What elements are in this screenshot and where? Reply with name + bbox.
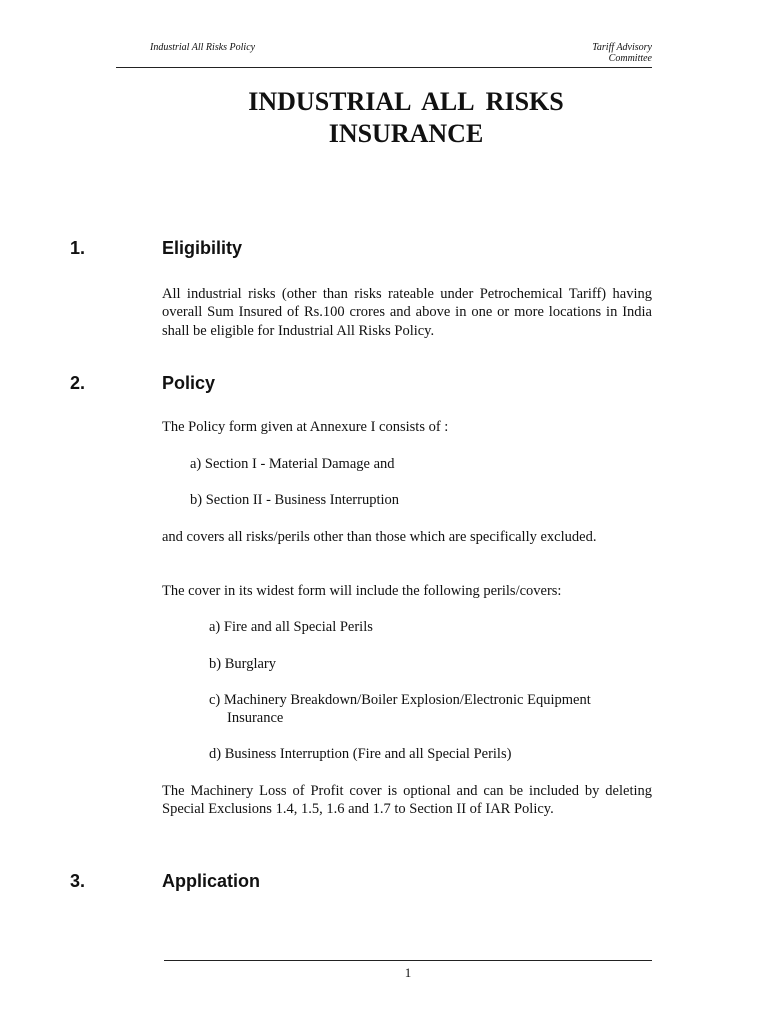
document-title-line2: INSURANCE <box>328 119 484 148</box>
policy-part-section-2: b) Section II - Business Interruption <box>190 492 400 508</box>
section-3-heading: Application <box>162 871 260 891</box>
widest-cover-intro: The cover in its widest form will include the following perils/covers: <box>162 583 562 599</box>
policy-part-section-1: a) Section I - Material Damage and <box>190 456 395 472</box>
peril-item-machinery: c) Machinery Breakdown/Boiler Explosion/Electronic Equipment <box>209 692 591 708</box>
running-header-org-line2: Committee <box>608 53 652 64</box>
covers-paragraph: and covers all risks/perils other than those which are specifically excluded. <box>162 529 597 545</box>
section-1-heading: Eligibility <box>162 238 243 258</box>
header-divider <box>116 67 652 68</box>
section-2-number: 2. <box>70 373 86 393</box>
running-header-organization <box>500 42 652 64</box>
page-number: 1 <box>404 965 412 980</box>
machinery-loss-of-profit-paragraph: The Machinery Loss of Profit cover is optional and can be included by deleting Special Exclusions 1.4, 1.5, 1.6 and 1.7 to Section II of IAR Policy. <box>162 783 652 818</box>
peril-item-fire: a) Fire and all Special Perils <box>209 619 373 635</box>
running-header-title: Industrial All Risks Policy <box>150 42 256 53</box>
section-3-number: 3. <box>70 871 86 891</box>
document-title <box>100 86 712 150</box>
section-2-heading: Policy <box>162 373 216 393</box>
peril-item-machinery-cont: Insurance <box>227 710 284 726</box>
peril-item-burglary: b) Burglary <box>209 656 276 672</box>
section-1-paragraph: All industrial risks (other than risks rateable under Petrochemical Tariff) having overall Sum Insured of Rs.100 crores and above in one or more locations in India shall be eligible for Industrial All Risks Policy. <box>162 286 652 339</box>
policy-intro: The Policy form given at Annexure I consists of : <box>162 419 449 435</box>
footer-divider <box>164 960 652 961</box>
section-1-number: 1. <box>70 238 86 258</box>
running-header-org-line1: Tariff Advisory <box>592 42 652 53</box>
peril-item-business-interruption: d) Business Interruption (Fire and all Special Perils) <box>209 746 512 762</box>
document-title-line1: INDUSTRIAL ALL RISKS <box>248 87 564 116</box>
